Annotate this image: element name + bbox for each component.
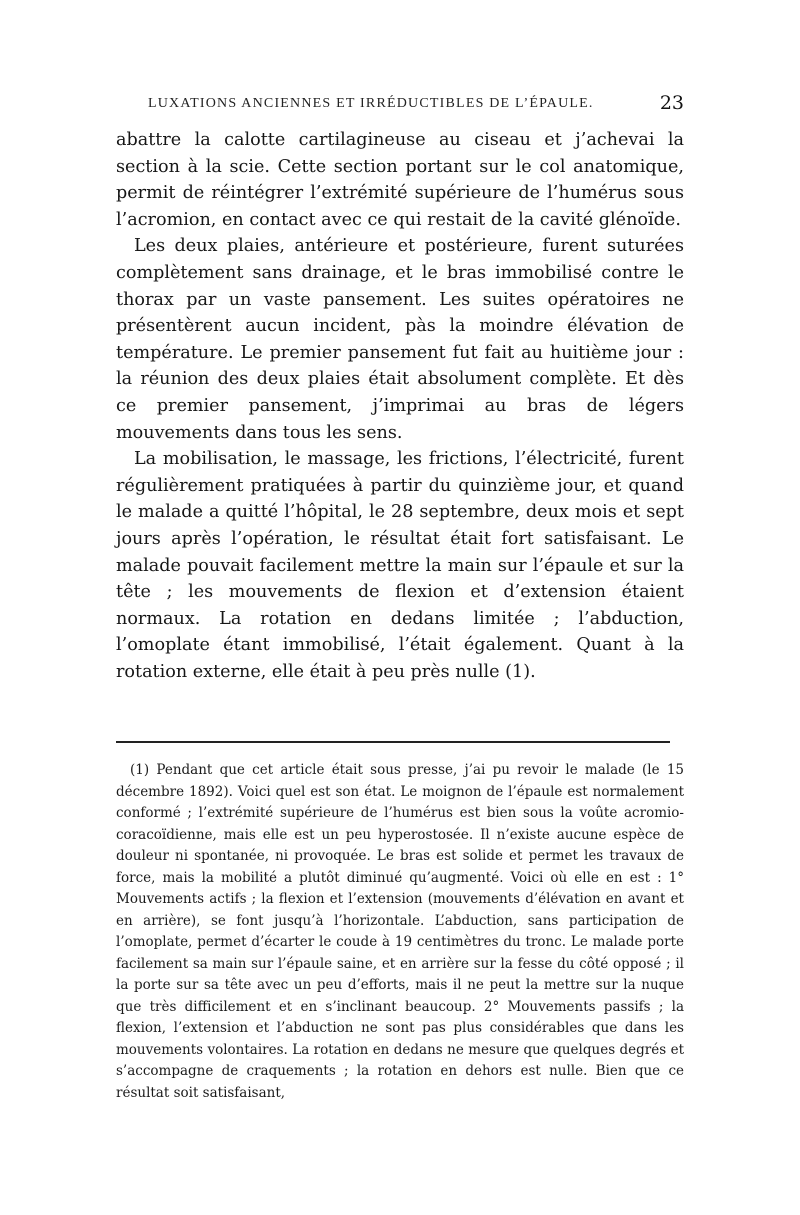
- paragraph-sutures: Les deux plaies, antérieure et postérieure, furent suturées complètement sans drainage, et le bras immobilisé contre le thorax par un vaste pansement. Les suites opératoires ne présentèrent aucun incident, pàs la moindre élévation de température. Le premier pansement fut fait au huitième jour : la réunion des deux plaies était absolument complète. Et dès ce premier pansement, j’imprimai au bras de légers mouvements dans tous les sens.: [116, 236, 684, 443]
- page-number: 23: [659, 92, 684, 114]
- paragraph-continued: abattre la calotte cartilagineuse au ciseau et j’achevai la section à la scie. Cette section portant sur le col anatomique, permit de réintégrer l’extrémité supérieure de l’humérus sous l’acromion, en contact avec ce qui restait de la cavité glénoïde.: [116, 130, 684, 230]
- footnote-text: (1) Pendant que cet article était sous presse, j’ai pu revoir le malade (le 15 décembre 1892). Voici quel est son état. Le moignon de l’épaule est normalement conformé ; l’extrémité supérieure de l’humérus est bien sous la voûte acromio-coracoïdienne, mais elle est un peu hyperostosée. Il n’existe aucune espèce de douleur ni spontanée, ni provoquée. Le bras est solide et permet les travaux de force, mais la mobilité a plutôt diminué qu’augmenté. Voici où elle en est : 1° Mouvements actifs ; la flexion et l’extension (mouvements d’élévation en avant et en arrière), se font jusqu’à l’horizontale. L’abduction, sans participation de l’omoplate, permet d’écarter le coude à 19 centimètres du tronc. Le malade porte facilement sa main sur l’épaule saine, et en arrière sur la fesse du côté opposé ; il la porte sur sa tête avec un peu d’efforts, mais il ne peut la mettre sur la nuque que très difficilement et en s’inclinant beaucoup. 2° Mouvements passifs ; la flexion, l’extension et l’abduction ne sont pas plus considérables que dans les mouvements volontaires. La rotation en dedans ne mesure que quelques degrés et s’accompagne de craquements ; la rotation en dehors est nulle. Bien que ce résultat soit satisfaisant,: [116, 762, 684, 1101]
- footnote: [116, 760, 684, 1104]
- footnote-divider: [116, 741, 670, 743]
- body-text: [116, 127, 684, 685]
- paragraph-mobilisation: La mobilisation, le massage, les frictions, l’électricité, furent régulièrement pratiquées à partir du quinzième jour, et quand le malade a quitté l’hôpital, le 28 septembre, deux mois et sept jours après l’opération, le résultat était fort satisfaisant. Le malade pouvait facilement mettre la main sur l’épaule et sur la tête ; les mouvements de flexion et d’extension étaient normaux. La rotation en dedans limitée ; l’abduction, l’omoplate étant immobilisé, l’était également. Quant à la rotation externe, elle était à peu près nulle (1).: [116, 449, 684, 682]
- running-title: LUXATIONS ANCIENNES ET IRRÉDUCTIBLES DE L’ÉPAULE.: [148, 96, 594, 111]
- running-header: [116, 94, 684, 118]
